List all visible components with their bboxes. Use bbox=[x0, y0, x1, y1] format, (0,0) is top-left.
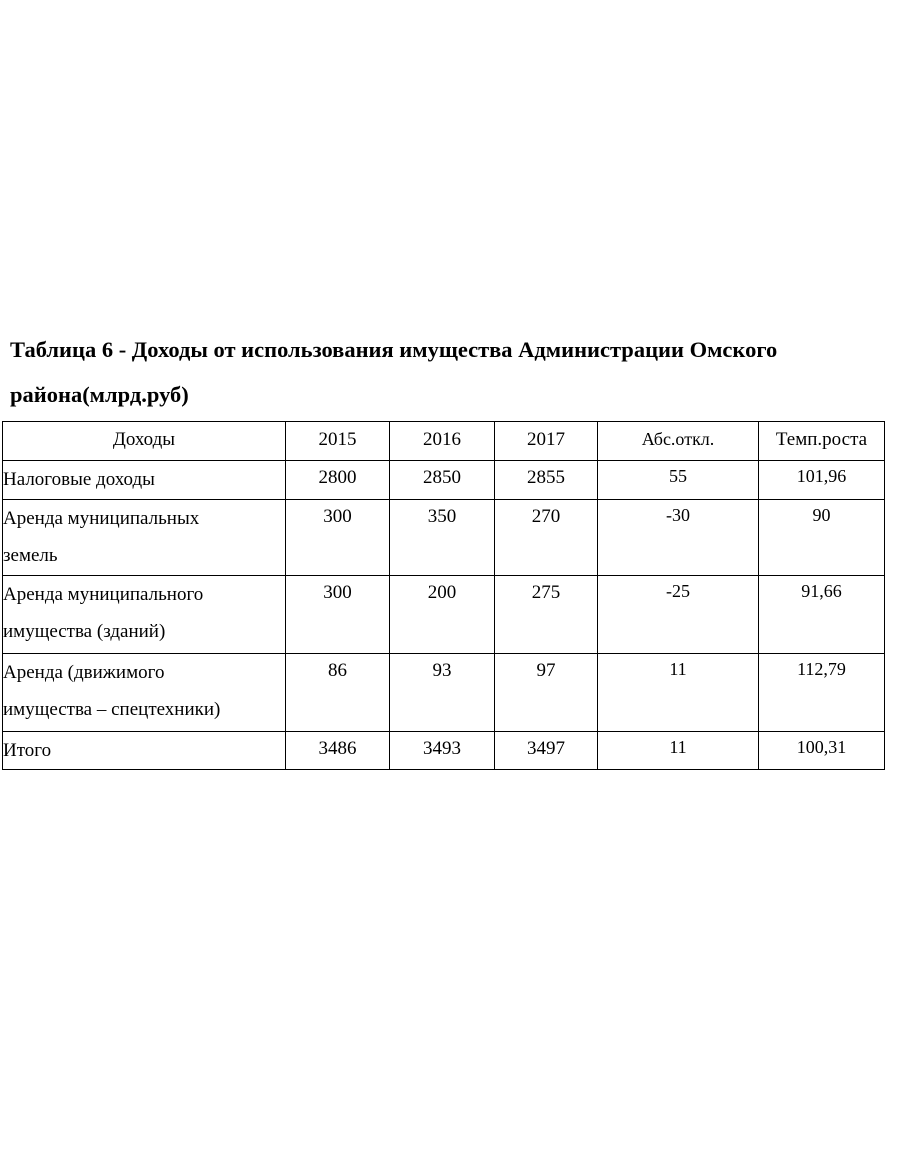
header-cell-income: Доходы bbox=[3, 422, 286, 461]
cell-2016: 93 bbox=[390, 654, 495, 732]
cell-2015: 3486 bbox=[286, 732, 390, 770]
cell-abs-deviation: 11 bbox=[598, 654, 759, 732]
table-row bbox=[3, 500, 885, 576]
cell-abs-deviation: 11 bbox=[598, 732, 759, 770]
row-label-line: земель bbox=[3, 545, 58, 566]
header-cell-abs-deviation: Абс.откл. bbox=[598, 422, 759, 461]
income-table bbox=[2, 421, 885, 770]
header-cell-2016: 2016 bbox=[390, 422, 495, 461]
cell-growth-rate: 101,96 bbox=[759, 461, 885, 500]
cell-2016: 3493 bbox=[390, 732, 495, 770]
cell-2017: 270 bbox=[495, 500, 598, 576]
header-cell-growth-rate: Темп.роста bbox=[759, 422, 885, 461]
caption-line-1: Таблица 6 - Доходы от использования имущества Администрации Омского bbox=[10, 337, 778, 362]
cell-abs-deviation: 55 bbox=[598, 461, 759, 500]
cell-2016: 350 bbox=[390, 500, 495, 576]
cell-2017: 2855 bbox=[495, 461, 598, 500]
table-row bbox=[3, 654, 885, 732]
header-cell-2017: 2017 bbox=[495, 422, 598, 461]
row-label bbox=[3, 654, 286, 732]
cell-abs-deviation: -30 bbox=[598, 500, 759, 576]
row-label bbox=[3, 576, 286, 654]
caption-line-2: района(млрд.руб) bbox=[10, 382, 189, 407]
cell-growth-rate: 112,79 bbox=[759, 654, 885, 732]
cell-2017: 3497 bbox=[495, 732, 598, 770]
row-label-line: Итого bbox=[3, 740, 52, 761]
cell-growth-rate: 91,66 bbox=[759, 576, 885, 654]
row-label-line: Аренда (движимого bbox=[3, 662, 165, 683]
table-caption bbox=[10, 327, 905, 417]
cell-2015: 300 bbox=[286, 500, 390, 576]
cell-2015: 86 bbox=[286, 654, 390, 732]
cell-abs-deviation: -25 bbox=[598, 576, 759, 654]
cell-growth-rate: 90 bbox=[759, 500, 885, 576]
row-label-line: имущества (зданий) bbox=[3, 621, 166, 642]
table-row bbox=[3, 461, 885, 500]
cell-2016: 200 bbox=[390, 576, 495, 654]
row-label bbox=[3, 461, 286, 500]
cell-2017: 275 bbox=[495, 576, 598, 654]
row-label-line: Аренда муниципальных bbox=[3, 508, 200, 529]
table-row bbox=[3, 576, 885, 654]
row-label bbox=[3, 732, 286, 770]
cell-2016: 2850 bbox=[390, 461, 495, 500]
cell-2017: 97 bbox=[495, 654, 598, 732]
cell-2015: 2800 bbox=[286, 461, 390, 500]
row-label bbox=[3, 500, 286, 576]
header-cell-2015: 2015 bbox=[286, 422, 390, 461]
table-header-row bbox=[3, 422, 885, 461]
row-label-line: имущества – спецтехники) bbox=[3, 699, 221, 720]
cell-growth-rate: 100,31 bbox=[759, 732, 885, 770]
cell-2015: 300 bbox=[286, 576, 390, 654]
row-label-line: Налоговые доходы bbox=[3, 469, 155, 490]
table-row-total bbox=[3, 732, 885, 770]
row-label-line: Аренда муниципального bbox=[3, 584, 204, 605]
